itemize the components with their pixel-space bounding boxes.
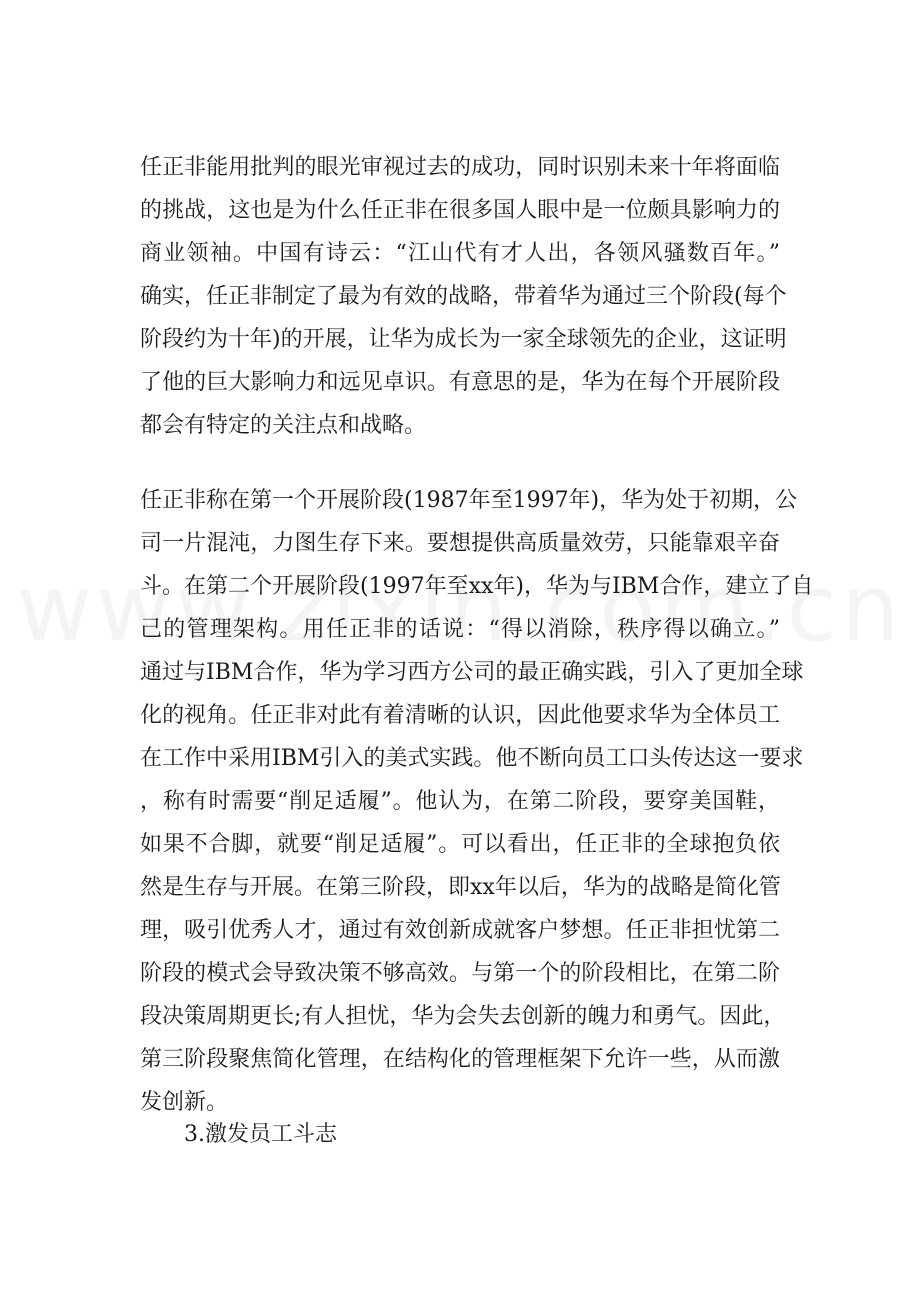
- text-line: 确实，任正非制定了最为有效的战略，带着华为通过三个阶段(每个: [140, 284, 787, 309]
- text-line: 通过与IBM合作，华为学习西方公司的最正确实践，引入了更加全球: [140, 660, 804, 685]
- text-line: 化的视角。任正非对此有着清晰的认识，因此他要求华为全体员工: [140, 703, 780, 728]
- text-line: 理，吸引优秀人才，通过有效创新成就客户梦想。任正非担忧第二: [140, 918, 780, 943]
- section-heading: 3.激发员工斗志: [184, 1122, 337, 1147]
- text-line: 了他的巨大影响力和远见卓识。有意思的是，华为在每个开展阶段: [140, 370, 780, 395]
- text-line: 己的管理架构。用任正非的话说：“得以消除，秩序得以确立。”: [140, 617, 780, 642]
- text-line: 段决策周期更长;有人担忧，华为会失去创新的魄力和勇气。因此，: [140, 1004, 786, 1029]
- text-line: 任正非称在第一个开展阶段(1987年至1997年)，华为处于初期，公: [140, 488, 798, 513]
- text-line: 阶段的模式会导致决策不够高效。与第一个的阶段相比，在第二阶: [140, 961, 780, 986]
- text-line: 斗。在第二个开展阶段(1997年至xx年)，华为与IBM合作，建立了自: [140, 574, 814, 599]
- text-line: 在工作中采用IBM引入的美式实践。他不断向员工口头传达这一要求: [140, 746, 804, 771]
- text-line: ，称有时需要“削足适履”。他认为，在第二阶段，要穿美国鞋，: [140, 789, 780, 814]
- text-line: 然是生存与开展。在第三阶段，即xx年以后，华为的战略是简化管: [140, 875, 781, 900]
- text-line: 商业领袖。中国有诗云：“江山代有才人出，各领风骚数百年。”: [140, 241, 780, 266]
- text-line: 任正非能用批判的眼光审视过去的成功，同时识别未来十年将面临: [140, 155, 780, 180]
- text-line: 发创新。: [140, 1090, 229, 1115]
- text-line: 都会有特定的关注点和战略。: [140, 413, 427, 438]
- text-line: 如果不合脚，就要“削足适履”。可以看出，任正非的全球抱负依: [140, 832, 780, 857]
- text-line: 阶段约为十年)的开展，让华为成长为一家全球领先的企业，这证明: [140, 327, 787, 352]
- text-line: 司一片混沌，力图生存下来。要想提供高质量效劳，只能靠艰辛奋: [140, 531, 780, 556]
- text-line: 的挑战，这也是为什么任正非在很多国人眼中是一位颇具影响力的: [140, 198, 780, 223]
- text-line: 第三阶段聚焦简化管理，在结构化的管理框架下允许一些，从而激: [140, 1047, 780, 1072]
